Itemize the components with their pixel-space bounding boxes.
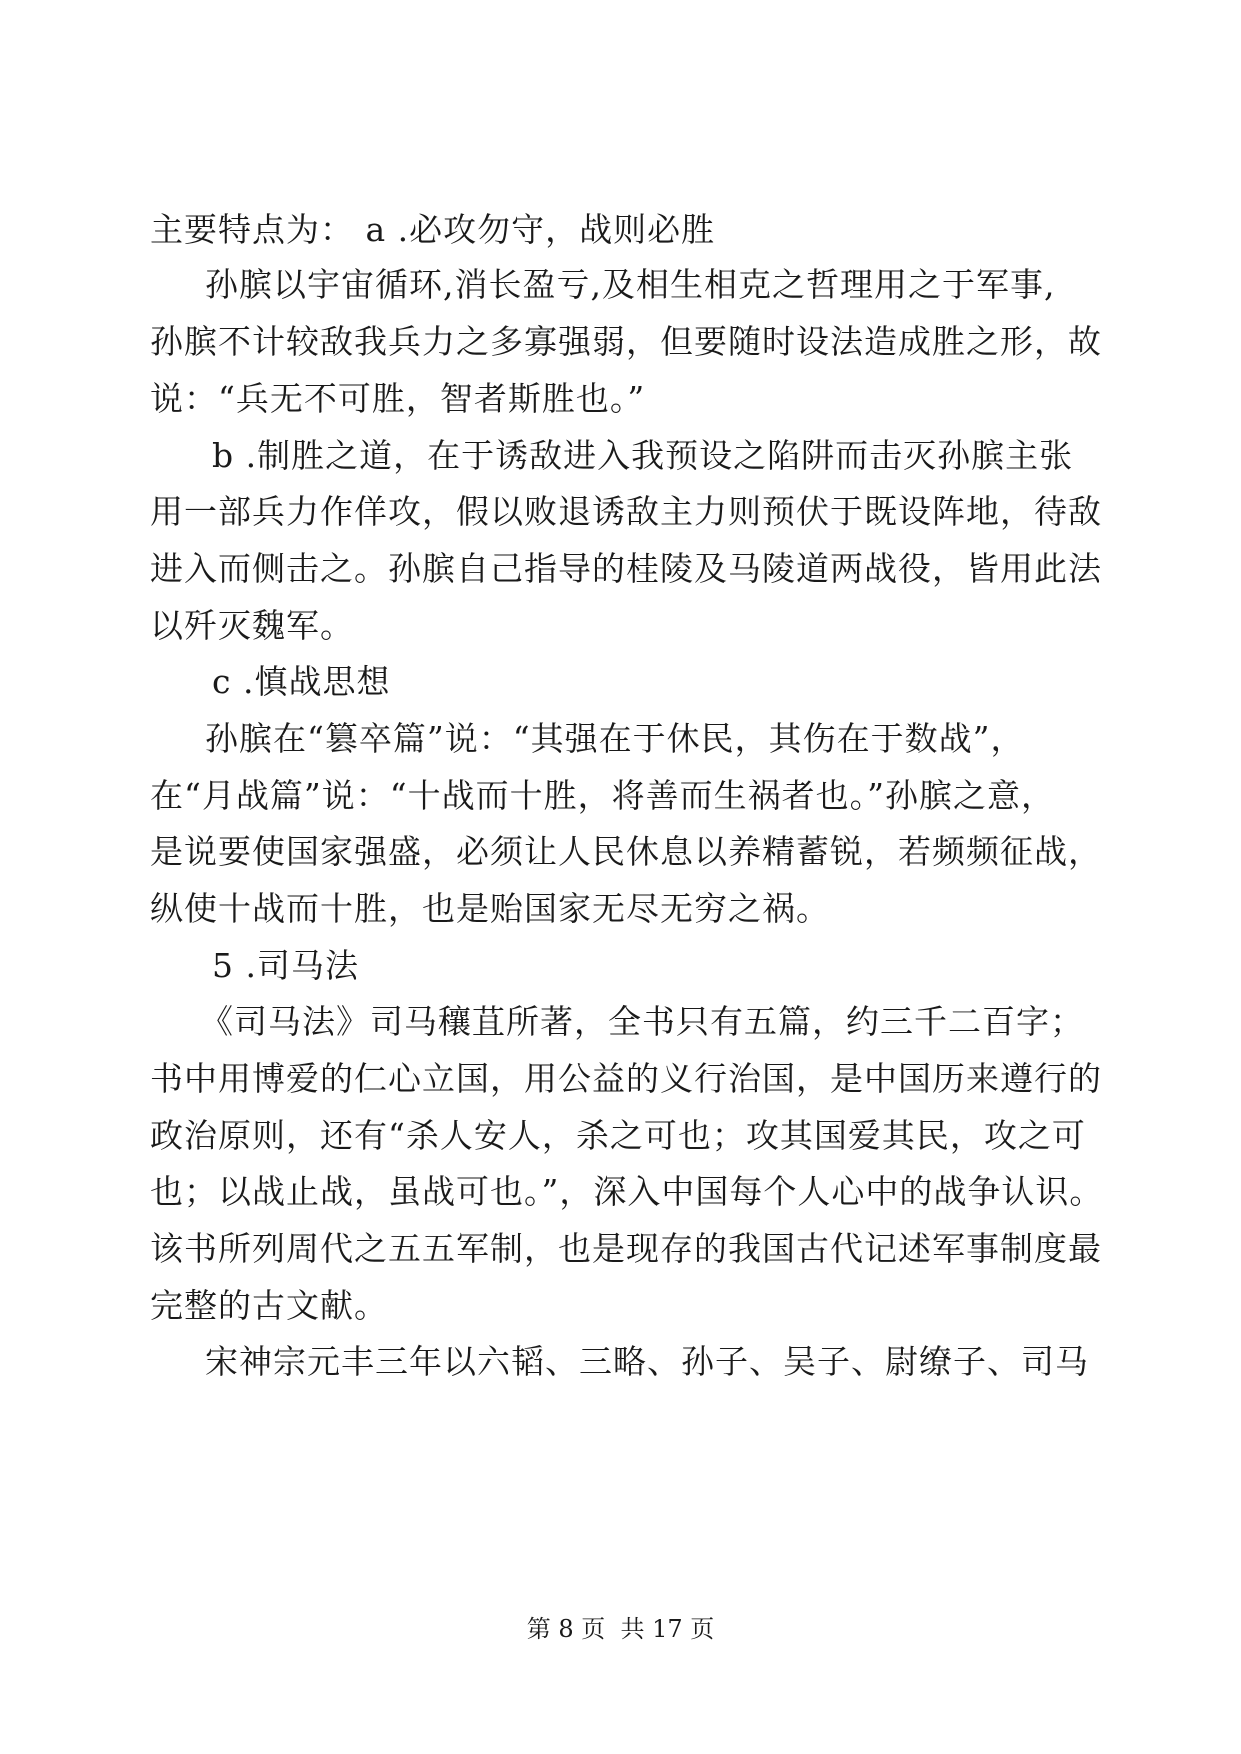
text-line: 该书所列周代之五五军制，也是现存的我国古代记述军事制度最 bbox=[150, 1229, 1102, 1268]
text-line: 孙膑不计较敌我兵力之多寡强弱，但要随时设法造成胜之形，故 bbox=[150, 322, 1102, 361]
text-line: 孙膑以宇宙循环,消长盈亏,及相生相克之哲理用之于军事, bbox=[205, 265, 1056, 304]
text-line: 是说要使国家强盛，必须让人民休息以养精蓄锐，若频频征战， bbox=[150, 832, 1102, 871]
text-line: 书中用博爱的仁心立国，用公益的义行治国，是中国历来遵行的 bbox=[150, 1059, 1102, 1098]
text-line: 《司马法》司马穰苴所著，全书只有五篇，约三千二百字； bbox=[200, 1002, 1084, 1041]
text-line: 以歼灭魏军。 bbox=[150, 606, 354, 645]
text-line: 5 .司马法 bbox=[212, 946, 359, 985]
text-line: 用一部兵力作佯攻，假以败退诱敌主力则预伏于既设阵地，待敌 bbox=[150, 492, 1102, 531]
text-line: 孙膑在“篡卒篇”说：“其强在于休民，其伤在于数战”， bbox=[205, 719, 1025, 758]
text-line: c .慎战思想 bbox=[212, 662, 391, 701]
text-line: 纵使十战而十胜，也是贻国家无尽无穷之祸。 bbox=[150, 889, 830, 928]
text-line: 宋神宗元丰三年以六韬、三略、孙子、吴子、尉缭子、司马 bbox=[205, 1342, 1089, 1381]
text-line: 在“月战篇”说：“十战而十胜，将善而生祸者也。”孙膑之意， bbox=[150, 776, 1055, 815]
text-line: 主要特点为： a .必攻勿守，战则必胜 bbox=[150, 210, 716, 249]
text-line: 说：“兵无不可胜，智者斯胜也。” bbox=[150, 379, 646, 418]
text-line: b .制胜之道，在于诱敌进入我预设之陷阱而击灭孙膑主张 bbox=[212, 436, 1074, 475]
text-line: 政治原则，还有“杀人安人，杀之可也；攻其国爱其民，攻之可 bbox=[150, 1116, 1086, 1155]
text-line: 也；以战止战，虽战可也。”，深入中国每个人心中的战争认识。 bbox=[150, 1172, 1104, 1211]
text-line: 进入而侧击之。孙膑自己指导的桂陵及马陵道两战役，皆用此法 bbox=[150, 549, 1102, 588]
page-number-footer: 第 8 页 共 17 页 bbox=[526, 1615, 715, 1643]
text-line: 完整的古文献。 bbox=[150, 1286, 388, 1325]
